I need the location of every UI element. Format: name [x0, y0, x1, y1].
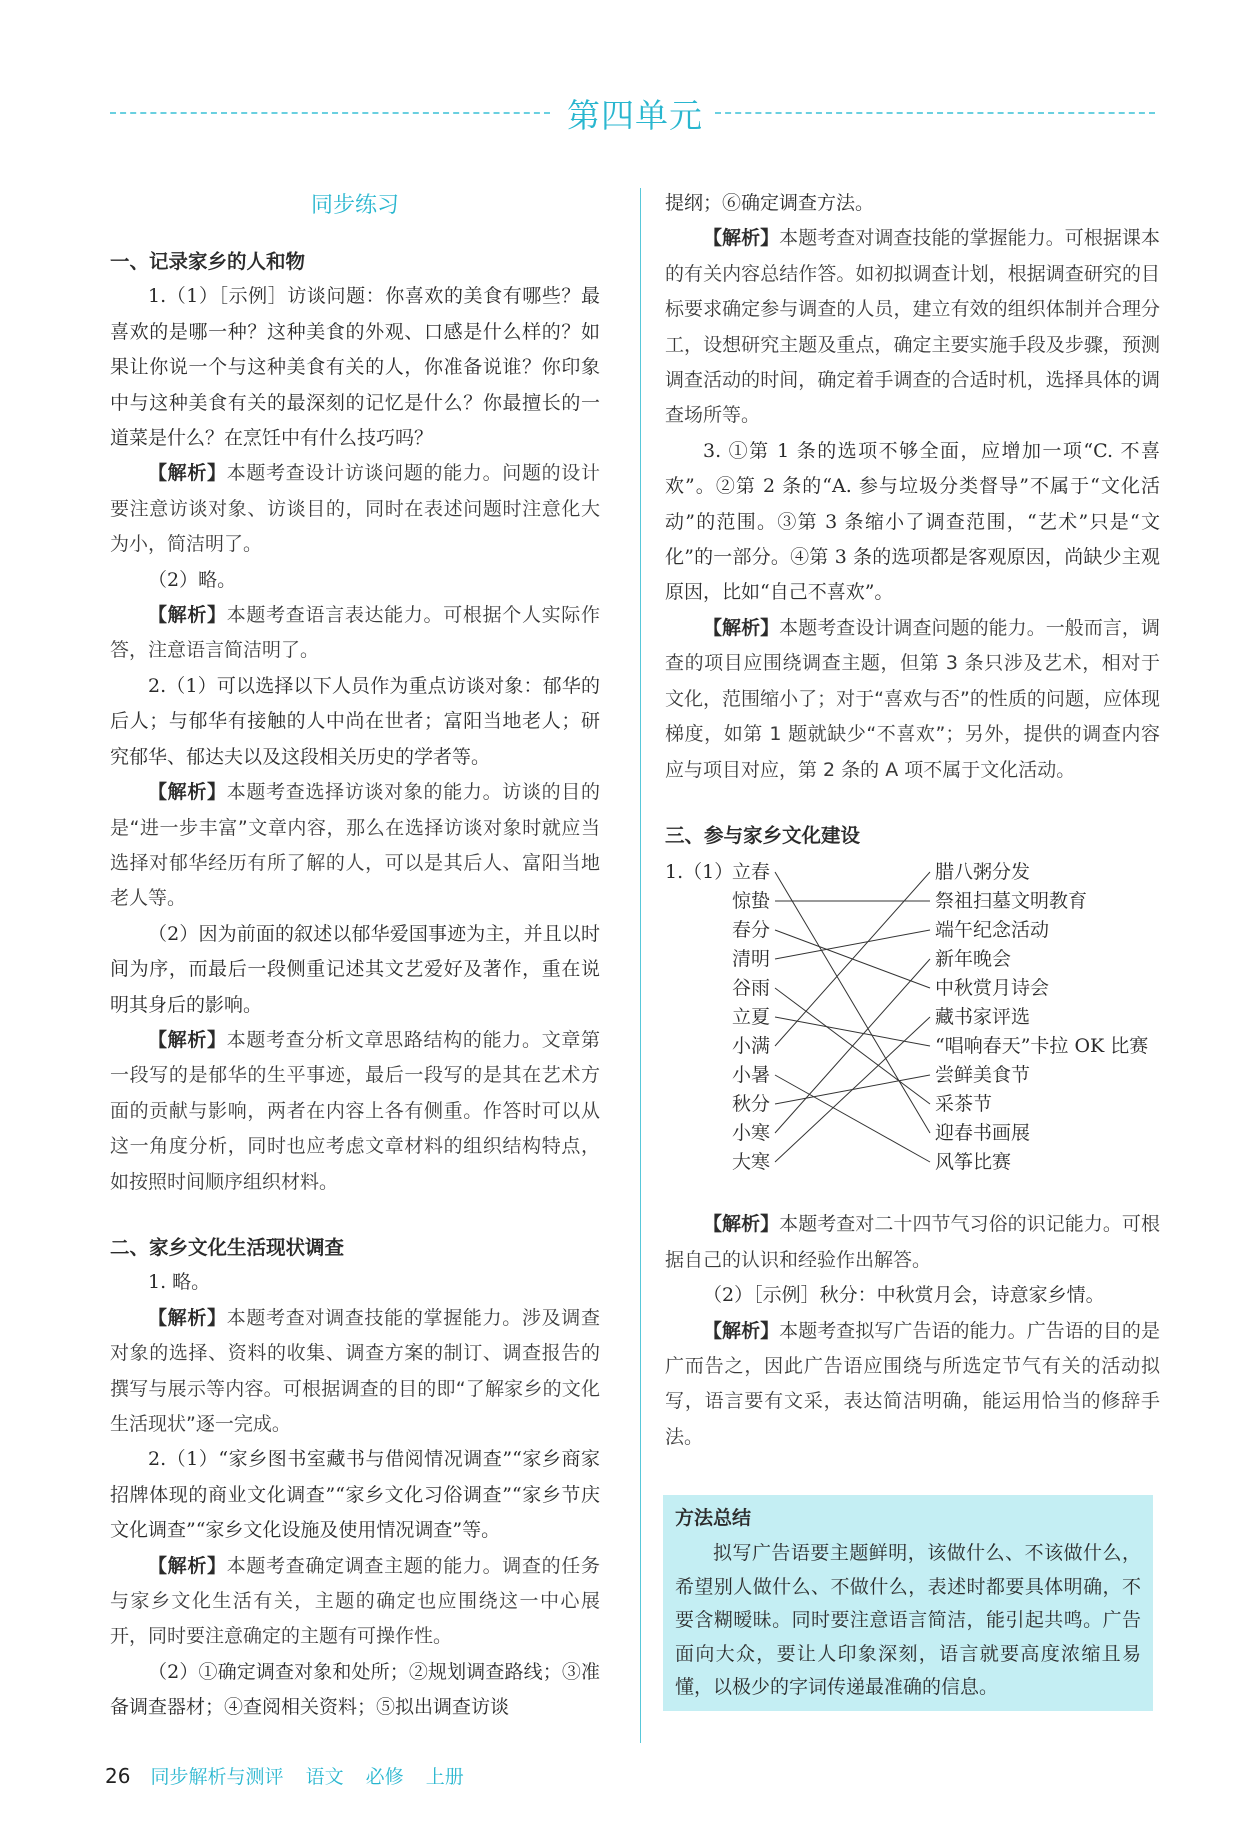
analysis-tag: 【解析】: [703, 1213, 780, 1236]
analysis-1-1: [110, 456, 600, 562]
unit-header: [110, 90, 1155, 134]
header-rule-right: [715, 112, 1155, 114]
analysis-s2-3: [665, 611, 1160, 788]
analysis-tag: 【解析】: [148, 1306, 227, 1329]
analysis-tag: 【解析】: [148, 1028, 227, 1051]
activity-5: 中秋赏月诗会: [935, 977, 1050, 1000]
match-line-7: [775, 872, 930, 1046]
activity-2: 祭祖扫墓文明教育: [935, 890, 1088, 913]
header-rule-left: [110, 112, 550, 114]
answer-s3-2: （2）［示例］秋分：中秋赏月会，诗意家乡情。: [703, 1284, 1105, 1307]
term-lixia: 立夏: [731, 1006, 770, 1029]
answer-1-2: （2）略。: [148, 568, 237, 591]
book-part: 上册: [425, 1766, 464, 1788]
match-line-6: [775, 1017, 930, 1046]
analysis-2-1: [110, 775, 600, 917]
answer-s2-2-1: 2.（1）“家乡图书室藏书与借阅情况调查”“家乡商家招牌体现的商业文化调查”“家乡文化习俗调查”“家乡节庆文化调查”“家乡文化设施及使用情况调查”等。: [110, 1448, 600, 1542]
analysis-s2-2-2: [665, 221, 1160, 433]
term-qiufen: 秋分: [731, 1093, 770, 1116]
answer-2-1: 2.（1）可以选择以下人员作为重点访谈对象：郁华的后人；与郁华有接触的人中尚在世者；富阳当地老人；研究郁华、郁达夫以及这段相关历史的学者等。: [110, 674, 600, 768]
activity-10: 迎春书画展: [935, 1122, 1031, 1145]
answer-s2-3: 3. ①第 1 条的选项不够全面，应增加一项“C. 不喜欢”。②第 2 条的“A. 参与垃圾分类督导”不属于“文化活动”的范围。③第 3 条缩小了调查范围，“艺术”只是“文化”的一部分。④第 3 条的选项都是客观原因，尚缺少主观原因，比如“自己不喜欢”。: [665, 439, 1160, 604]
answer-s2-2-2: （2）①确定调查对象和处所；②规划调查路线；③准备调查器材；④查阅相关资料；⑤拟出调查访谈: [110, 1660, 600, 1719]
analysis-s3-2: [665, 1314, 1160, 1456]
spacer: [665, 788, 1160, 818]
activity-3: 端午纪念活动: [935, 919, 1050, 942]
match-line-11: [775, 1017, 930, 1162]
analysis-text: 本题考查对调查技能的掌握能力。可根据课本的有关内容总结作答。如初拟调查计划，根据调查研究的目标要求确定参与调查的人员，建立有效的组织体制并合理分工，设想研究主题及重点，确定主要实施手段及步骤，预测调查活动的时间，确定着手调查的合适时机，选择具体的调查场所等。: [665, 227, 1160, 427]
section-subtitle: 同步练习: [310, 193, 399, 218]
analysis-tag: 【解析】: [703, 1319, 780, 1342]
term-qingming: 清明: [731, 948, 770, 971]
match-line-4: [775, 930, 930, 959]
activity-6: 藏书家评选: [935, 1006, 1031, 1029]
term-xiaohan: 小寒: [731, 1122, 770, 1145]
match-line-10: [775, 959, 930, 1133]
section-heading-1: 一、记录家乡的人和物: [110, 250, 306, 273]
book-volume: 必修: [365, 1766, 404, 1788]
activity-7: “唱响春天”卡拉 OK 比赛: [935, 1035, 1149, 1058]
activity-8: 尝鲜美食节: [935, 1064, 1031, 1087]
match-prefix: 1.（1）: [665, 861, 734, 884]
analysis-text: 本题考查拟写广告语的能力。广告语的目的是广而告之，因此广告语应围绕与所选定节气有关的活动拟写，语言要有文采，表达简洁明确，能运用恰当的修辞手法。: [665, 1319, 1160, 1448]
activity-11: 风筝比赛: [935, 1151, 1012, 1174]
term-dahan: 大寒: [731, 1151, 770, 1174]
analysis-text: 本题考查确定调查主题的能力。调查的任务与家乡文化生活有关，主题的确定也应围绕这一中心展开，同时要注意确定的主题有可操作性。: [110, 1554, 600, 1648]
match-line-1: [775, 872, 930, 1133]
matching-exercise: [665, 855, 1160, 1207]
page-footer: [105, 1762, 480, 1789]
term-xiaoman: 小满: [731, 1035, 770, 1058]
term-lichun: 立春: [731, 861, 770, 884]
term-xiaoshu: 小暑: [731, 1064, 770, 1087]
term-jingzhe: 惊蛰: [731, 890, 770, 913]
term-chunfen: 春分: [731, 919, 770, 942]
column-divider: [640, 188, 641, 1743]
activity-4: 新年晚会: [935, 948, 1012, 971]
analysis-tag: 【解析】: [148, 604, 227, 627]
section-heading-3: 三、参与家乡文化建设: [665, 823, 861, 847]
analysis-tag: 【解析】: [148, 1554, 227, 1577]
analysis-tag: 【解析】: [703, 616, 780, 639]
section-heading-2: 二、家乡文化生活现状调查: [110, 1235, 345, 1259]
spacer: [110, 1200, 600, 1230]
page-number: 26: [105, 1764, 131, 1788]
left-column: [110, 186, 600, 1726]
analysis-text: 本题考查语言表达能力。可根据个人实际作答，注意语言简洁明了。: [110, 604, 600, 662]
analysis-text: 本题考查对调查技能的掌握能力。涉及调查对象的选择、资料的收集、调查方案的制订、调查报告的撰写与展示等内容。可根据调查的目的即“了解家乡的文化生活现状”逐一完成。: [110, 1306, 600, 1435]
match-line-8: [775, 1075, 930, 1162]
analysis-1-2: [110, 598, 600, 669]
analysis-text: 本题考查选择访谈对象的能力。访谈的目的是“进一步丰富”文章内容，那么在选择访谈对象时就应当选择对郁华经历有所了解的人，可以是其后人、富阳当地老人等。: [110, 781, 600, 910]
analysis-s3-1: [665, 1207, 1160, 1278]
analysis-s2-1: [110, 1301, 600, 1443]
analysis-tag: 【解析】: [148, 781, 227, 804]
book-title: 同步解析与测评: [150, 1766, 284, 1788]
analysis-text: 本题考查设计调查问题的能力。一般而言，调查的项目应围绕调查主题，但第 3 条只涉及艺术，相对于文化，范围缩小了；对于“喜欢与否”的性质的问题，应体现梯度，如第 1 题就缺少“不喜欢”；另外，提供的调查内容应与项目对应，第 2 条的 A 项不属于文化活动。: [665, 616, 1160, 781]
method-text: 拟写广告语要主题鲜明，该做什么、不该做什么，希望别人做什么、不做什么，表述时都要具体明确，不要含糊暧昧。同时要注意语言简洁，能引起共鸣。广告面向大众，要让人印象深刻，语言就要高度浓缩且易懂，以极少的字词传递最准确的信息。: [675, 1542, 1141, 1698]
analysis-tag: 【解析】: [703, 227, 780, 250]
answer-1-1: 1.（1）［示例］访谈问题：你喜欢的美食有哪些？最喜欢的是哪一种？这种美食的外观、口感是什么样的？如果让你说一个与这种美食有关的人，你准备说谁？你印象中与这种美食有关的最深刻的记忆是什么？你最擅长的一道菜是什么？在烹饪中有什么技巧吗？: [110, 285, 600, 450]
method-summary-box: [663, 1495, 1153, 1711]
analysis-tag: 【解析】: [148, 462, 227, 485]
unit-title: 第四单元: [567, 96, 703, 135]
analysis-text: 本题考查对二十四节气习俗的识记能力。可根据自己的认识和经验作出解答。: [665, 1213, 1160, 1271]
activity-9: 采茶节: [935, 1093, 993, 1116]
analysis-text: 本题考查分析文章思路结构的能力。文章第一段写的是郁华的生平事迹，最后一段写的是其在艺术方面的贡献与影响，两者在内容上各有侧重。作答时可以从这一角度分析，同时也应考虑文章材料的组织结构特点，如按照时间顺序组织材料。: [110, 1028, 600, 1193]
term-guyu: 谷雨: [731, 977, 770, 1000]
answer-2-2: （2）因为前面的叙述以郁华爱国事迹为主，并且以时间为序，而最后一段侧重记述其文艺爱好及著作，重在说明其身后的影响。: [110, 922, 600, 1016]
answer-s2-1: 1. 略。: [148, 1271, 211, 1294]
right-column: [665, 186, 1160, 1455]
method-heading: 方法总结: [675, 1507, 752, 1529]
book-subject: 语文: [305, 1766, 344, 1788]
answer-s2-2-2-cont: 提纲；⑥确定调查方法。: [665, 192, 875, 214]
analysis-2-2: [110, 1023, 600, 1200]
analysis-text: 本题考查设计访谈问题的能力。问题的设计要注意访谈对象、访谈目的，同时在表述问题时注意化大为小，简洁明了。: [110, 462, 600, 556]
activity-1: 腊八粥分发: [935, 861, 1031, 884]
analysis-s2-2-1: [110, 1549, 600, 1655]
